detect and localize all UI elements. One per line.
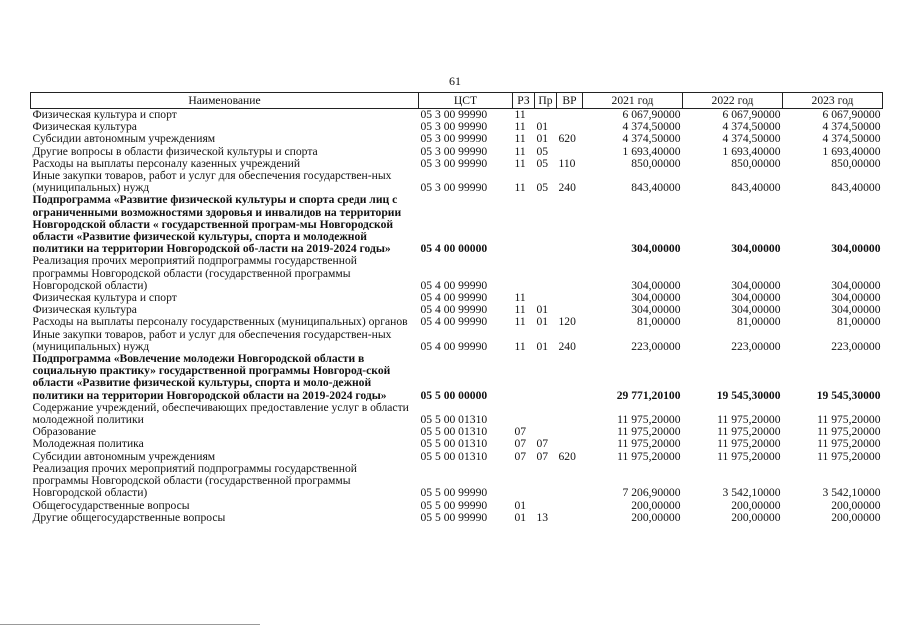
cell-y2022: 200,00000 — [731, 510, 781, 524]
cell-y2022: 11 975,20000 — [717, 413, 781, 427]
cell-vr: 110 — [558, 156, 576, 170]
cell-name: Реализация прочих мероприятий подпрограммы государственной программы Новгородской области (государственной программы Новгородской области) — [32, 254, 357, 292]
cell-cst: 05 4 00 99990 — [420, 291, 488, 305]
cell-y2021: 850,00000 — [631, 156, 681, 170]
cell-y2022: 11 975,20000 — [717, 437, 781, 451]
cell-y2023: 200,00000 — [831, 498, 881, 512]
cell-y2022: 304,00000 — [731, 291, 781, 305]
table-row — [31, 353, 883, 402]
header-vr: ВР — [557, 93, 583, 109]
cell-cst: 05 5 00 01310 — [420, 425, 488, 439]
cell-name: Иные закупки товаров, работ и услуг для обеспечения государствен-ных (муниципальных) нужд — [32, 327, 392, 353]
cell-cst: 05 3 00 99990 — [420, 120, 488, 134]
header-2021: 2021 год — [583, 93, 683, 109]
cell-y2021: 304,00000 — [631, 303, 681, 317]
cell-name: Образование — [32, 425, 97, 439]
cell-y2022: 4 374,50000 — [722, 120, 781, 134]
cell-y2021: 6 067,90000 — [622, 108, 681, 121]
cell-y2022: 11 975,20000 — [717, 449, 781, 463]
cell-name: Расходы на выплаты персоналу государственных (муниципальных) органов — [32, 315, 408, 329]
cell-vr: 620 — [558, 132, 576, 146]
cell-pr: 05 — [536, 181, 549, 195]
cell-rz: 11 — [514, 339, 526, 353]
cell-rz: 11 — [514, 303, 526, 317]
cell-y2023: 11 975,20000 — [817, 449, 881, 463]
cell-y2023: 6 067,90000 — [822, 108, 881, 121]
cell-y2023: 223,00000 — [831, 339, 881, 353]
cell-pr — [535, 194, 557, 255]
cell-y2022: 6 067,90000 — [722, 108, 781, 121]
cell-name: Иные закупки товаров, работ и услуг для обеспечения государствен-ных (муниципальных) нужд — [32, 169, 392, 195]
table-header-row — [31, 93, 883, 109]
cell-cst: 05 3 00 99990 — [420, 132, 488, 146]
cell-pr — [535, 255, 557, 292]
cell-name: Подпрограмма «Развитие физической культуры и спорта среди лиц с ограниченными возможностями здоровья и инвалидов на территории Новгородской области « государственной програм-мы Новгородской области «Развитие физической культуры, спорта и молодежной политики на территории Новгородской об-ласти на 2019-2024 годы» — [32, 193, 402, 256]
cell-y2023: 19 545,30000 — [816, 388, 881, 402]
cell-name: Физическая культура и спорт — [32, 108, 177, 121]
cell-vr: 120 — [558, 315, 576, 329]
cell-y2023: 11 975,20000 — [817, 437, 881, 451]
header-2022: 2022 год — [683, 93, 783, 109]
cell-rz: 11 — [514, 120, 526, 134]
cell-y2022: 200,00000 — [731, 498, 781, 512]
cell-vr — [557, 500, 583, 512]
table-row — [31, 255, 883, 292]
header-rz: РЗ — [513, 93, 535, 109]
cell-cst: 05 4 00 99990 — [420, 315, 488, 329]
cell-cst: 05 3 00 99990 — [420, 144, 488, 158]
cell-y2021: 200,00000 — [631, 498, 681, 512]
cell-vr — [557, 438, 583, 450]
cell-vr — [557, 109, 583, 122]
cell-vr — [557, 512, 583, 524]
cell-y2023: 3 542,10000 — [822, 486, 881, 500]
cell-rz — [513, 463, 535, 500]
cell-pr: 01 — [536, 120, 549, 134]
cell-name: Физическая культура — [32, 120, 137, 134]
cell-cst: 05 5 00 01310 — [420, 437, 488, 451]
cell-pr: 07 — [536, 449, 549, 463]
cell-y2022: 843,40000 — [731, 181, 781, 195]
cell-rz: 11 — [514, 108, 526, 121]
cell-y2021: 4 374,50000 — [622, 132, 681, 146]
cell-name: Молодежная политика — [32, 437, 144, 451]
cell-name: Субсидии автономным учреждениям — [32, 449, 216, 463]
header-pr: Пр — [535, 93, 557, 109]
cell-vr — [557, 292, 583, 304]
cell-name: Другие вопросы в области физической культуры и спорта — [32, 144, 318, 158]
table-row — [31, 316, 883, 328]
cell-y2021: 843,40000 — [631, 181, 681, 195]
cell-vr: 240 — [558, 339, 576, 353]
cell-rz — [513, 402, 535, 426]
cell-y2023: 4 374,50000 — [822, 132, 881, 146]
cell-pr: 01 — [536, 339, 549, 353]
cell-name: Физическая культура и спорт — [32, 291, 177, 305]
cell-cst: 05 5 00 99990 — [420, 498, 488, 512]
cell-y2021: 11 975,20000 — [617, 425, 681, 439]
cell-cst: 05 4 00 99990 — [420, 303, 488, 317]
cell-cst: 05 5 00 00000 — [420, 388, 488, 402]
cell-y2021: 11 975,20000 — [617, 437, 681, 451]
cell-name: Реализация прочих мероприятий подпрограммы государственной программы Новгородской области (государственной программы Новгородской области) — [32, 461, 357, 500]
page-number: 61 — [449, 74, 461, 88]
cell-y2023: 4 374,50000 — [822, 120, 881, 134]
cell-rz: 07 — [514, 437, 527, 451]
cell-cst: 05 3 00 99990 — [420, 181, 488, 195]
cell-y2023: 843,40000 — [831, 181, 881, 195]
cell-vr: 620 — [558, 449, 576, 463]
page-bottom-rule — [0, 624, 260, 625]
cell-name: Расходы на выплаты персоналу казенных учреждений — [32, 156, 301, 170]
cell-y2022: 223,00000 — [731, 339, 781, 353]
cell-rz: 07 — [514, 425, 527, 439]
header-name: Наименование — [31, 93, 419, 109]
cell-name: Физическая культура — [32, 303, 137, 317]
cell-cst: 05 5 00 99990 — [420, 510, 488, 524]
table-row — [31, 170, 883, 194]
cell-name: Подпрограмма «Вовлечение молодежи Новгородской области в социальную практику» государственной программы Новгород-ской области «Развитие физической культуры, спорта и моло-дежной политики на территории Новгородской области на 2019-2024 годы» — [32, 352, 391, 402]
cell-cst: 05 5 00 01310 — [420, 413, 488, 427]
cell-rz: 01 — [514, 498, 527, 512]
cell-vr — [557, 353, 583, 402]
cell-y2021: 11 975,20000 — [617, 449, 681, 463]
cell-y2022: 11 975,20000 — [717, 425, 781, 439]
cell-y2021: 200,00000 — [631, 510, 681, 524]
cell-pr — [535, 500, 557, 512]
cell-y2022: 304,00000 — [731, 278, 781, 292]
cell-rz — [513, 353, 535, 402]
table-row — [31, 438, 883, 450]
cell-pr: 07 — [536, 437, 549, 451]
cell-y2022: 304,00000 — [731, 242, 781, 256]
cell-vr — [557, 426, 583, 438]
cell-y2023: 11 975,20000 — [817, 413, 881, 427]
cell-y2021: 29 771,20100 — [616, 388, 681, 402]
budget-table — [30, 92, 883, 524]
cell-y2021: 304,00000 — [631, 242, 681, 256]
cell-vr — [557, 194, 583, 255]
table-body — [31, 109, 883, 524]
cell-y2023: 850,00000 — [831, 156, 881, 170]
cell-cst: 05 3 00 99990 — [420, 156, 488, 170]
cell-y2023: 81,00000 — [837, 315, 881, 329]
cell-y2021: 4 374,50000 — [622, 120, 681, 134]
cell-y2022: 1 693,40000 — [722, 144, 781, 158]
cell-cst: 05 3 00 99990 — [420, 108, 488, 121]
table-row — [31, 194, 883, 255]
cell-y2021: 304,00000 — [631, 278, 681, 292]
table-row — [31, 512, 883, 524]
table-row — [31, 133, 883, 145]
cell-vr: 240 — [558, 181, 576, 195]
cell-y2022: 304,00000 — [731, 303, 781, 317]
cell-y2022: 3 542,10000 — [722, 486, 781, 500]
cell-y2022: 850,00000 — [731, 156, 781, 170]
cell-name: Субсидии автономным учреждениям — [32, 132, 216, 146]
cell-y2022: 19 545,30000 — [716, 388, 781, 402]
cell-pr: 05 — [536, 144, 549, 158]
cell-name: Общегосударственные вопросы — [32, 498, 190, 512]
cell-rz: 11 — [514, 315, 526, 329]
table-row — [31, 329, 883, 353]
cell-rz: 11 — [514, 156, 526, 170]
cell-pr: 01 — [536, 132, 549, 146]
cell-vr — [557, 146, 583, 158]
cell-rz: 11 — [514, 181, 526, 195]
cell-y2021: 1 693,40000 — [622, 144, 681, 158]
cell-y2023: 200,00000 — [831, 510, 881, 524]
cell-vr — [557, 255, 583, 292]
cell-y2021: 11 975,20000 — [617, 413, 681, 427]
cell-y2023: 304,00000 — [831, 291, 881, 305]
header-2023: 2023 год — [783, 93, 883, 109]
table-row — [31, 402, 883, 426]
cell-rz: 11 — [514, 144, 526, 158]
cell-rz: 01 — [514, 510, 527, 524]
table-row — [31, 500, 883, 512]
cell-y2023: 304,00000 — [831, 242, 881, 256]
cell-y2021: 223,00000 — [631, 339, 681, 353]
cell-rz: 11 — [514, 132, 526, 146]
cell-y2021: 7 206,90000 — [622, 486, 681, 500]
cell-pr: 13 — [536, 510, 549, 524]
cell-y2023: 304,00000 — [831, 303, 881, 317]
cell-rz: 11 — [514, 291, 526, 305]
cell-pr: 01 — [536, 303, 549, 317]
table-row — [31, 463, 883, 500]
cell-pr: 01 — [536, 315, 549, 329]
cell-name: Другие общегосударственные вопросы — [32, 510, 226, 524]
cell-y2023: 1 693,40000 — [822, 144, 881, 158]
cell-cst: 05 4 00 00000 — [420, 242, 488, 256]
cell-y2022: 4 374,50000 — [722, 132, 781, 146]
cell-y2023: 304,00000 — [831, 278, 881, 292]
cell-cst: 05 5 00 99990 — [420, 486, 488, 500]
cell-y2022: 81,00000 — [737, 315, 781, 329]
cell-rz — [513, 255, 535, 292]
cell-pr: 05 — [536, 156, 549, 170]
cell-rz: 07 — [514, 449, 527, 463]
cell-vr — [557, 463, 583, 500]
cell-pr — [535, 402, 557, 426]
cell-cst: 05 5 00 01310 — [420, 449, 488, 463]
cell-cst: 05 4 00 99990 — [420, 339, 488, 353]
cell-y2023: 11 975,20000 — [817, 425, 881, 439]
cell-rz — [513, 194, 535, 255]
cell-y2021: 81,00000 — [637, 315, 681, 329]
table-row — [31, 146, 883, 158]
cell-pr — [535, 463, 557, 500]
cell-name: Содержание учреждений, обеспечивающих предоставление услуг в области молодежной политики — [32, 400, 409, 427]
cell-vr — [557, 402, 583, 426]
cell-pr — [535, 353, 557, 402]
cell-y2021: 304,00000 — [631, 291, 681, 305]
cell-cst: 05 4 00 99990 — [420, 278, 488, 292]
header-cst: ЦСТ — [419, 93, 513, 109]
